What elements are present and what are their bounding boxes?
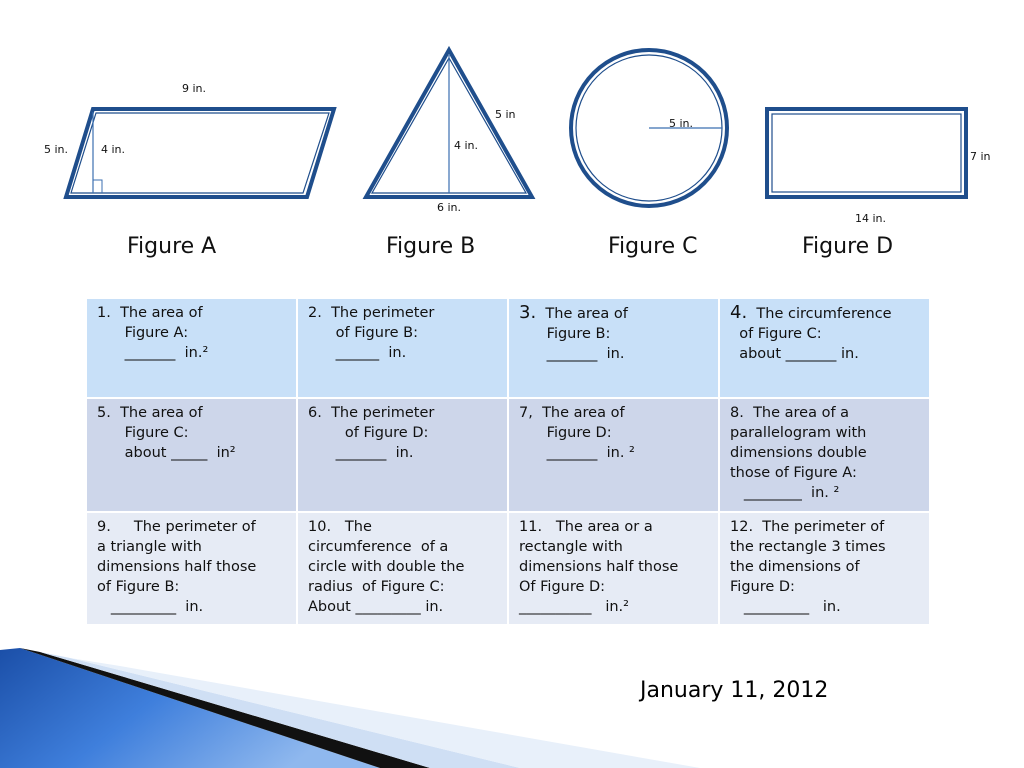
problem-line: those of Figure A:	[730, 465, 857, 481]
problem-number: 11.	[519, 519, 543, 535]
problem-text: The perimeter	[331, 405, 435, 421]
problem-line: Figure D:	[519, 425, 612, 441]
problem-text: The area of	[542, 405, 625, 421]
problem-text: The area or a	[551, 519, 653, 535]
problem-line: _________ in.	[730, 599, 841, 615]
problem-text: The area of	[545, 306, 628, 322]
problem-line: radius of Figure C:	[308, 579, 445, 595]
problem-cell-6	[297, 398, 508, 512]
problem-text: The area of	[120, 405, 203, 421]
problem-line: rectangle with	[519, 539, 623, 555]
problem-line	[97, 303, 286, 323]
figure-d-caption: Figure D	[802, 234, 894, 259]
problem-cell-9	[86, 512, 297, 625]
figure-a-top-label: 9 in.	[182, 82, 207, 95]
problem-line	[730, 303, 919, 324]
problem-line	[97, 517, 286, 537]
problem-line: of Figure C:	[730, 326, 822, 342]
figure-a-side-label: 5 in.	[44, 143, 69, 156]
problem-cell-10	[297, 512, 508, 625]
problem-number: 10.	[308, 519, 332, 535]
problem-line: parallelogram with	[730, 425, 867, 441]
problem-line: dimensions half those	[97, 559, 257, 575]
problem-line: about _____ in²	[97, 445, 236, 461]
problem-number: 9.	[97, 519, 111, 535]
problem-line: of Figure B:	[97, 579, 180, 595]
problem-line: Figure B:	[519, 326, 611, 342]
problem-line: the rectangle 3 times	[730, 539, 886, 555]
problem-line: of Figure D:	[308, 425, 429, 441]
figure-b-triangle	[366, 50, 532, 197]
problem-line: ______ in.	[308, 345, 407, 361]
problem-cell-7	[508, 398, 719, 512]
problem-line: circle with double the	[308, 559, 465, 575]
problem-cell-5	[86, 398, 297, 512]
problem-line	[730, 517, 919, 537]
problem-cell-3	[508, 298, 719, 398]
problem-line: Figure A:	[97, 325, 189, 341]
problem-cell-4	[719, 298, 930, 398]
problem-cell-11	[508, 512, 719, 625]
problem-line	[97, 403, 286, 423]
problem-table	[85, 297, 931, 626]
problem-number: 12.	[730, 519, 754, 535]
problem-line	[519, 303, 708, 324]
problem-text: The perimeter	[331, 305, 435, 321]
problem-line: of Figure B:	[308, 325, 418, 341]
table-row	[86, 298, 930, 398]
problem-line: circumference of a	[308, 539, 449, 555]
table-row	[86, 512, 930, 625]
figure-d-rectangle	[767, 109, 966, 197]
problem-text: The perimeter of	[762, 519, 885, 535]
problem-cell-12	[719, 512, 930, 625]
problem-line: _________ in.	[97, 599, 204, 615]
problem-number: 1.	[97, 305, 111, 321]
problem-cell-1	[86, 298, 297, 398]
problem-text: The area of	[120, 305, 203, 321]
figure-d-height-label: 7 in	[970, 150, 991, 163]
problem-line	[730, 403, 919, 423]
figure-b-side-label: 5 in	[495, 108, 516, 121]
problem-line	[308, 403, 497, 423]
figure-a-height-label: 4 in.	[101, 143, 126, 156]
figure-c-caption: Figure C	[608, 234, 698, 259]
problem-number: 8.	[730, 405, 744, 421]
figure-d-width-label: 14 in.	[855, 212, 887, 225]
problem-line: the dimensions of	[730, 559, 860, 575]
problem-line: _______ in.	[519, 346, 625, 362]
problem-number: 5.	[97, 405, 111, 421]
figure-c-radius-label: 5 in.	[669, 117, 694, 130]
problem-text: The area of a	[753, 405, 850, 421]
problem-line: Of Figure D:	[519, 579, 606, 595]
problem-line	[519, 403, 708, 423]
problem-number: 3.	[519, 302, 537, 323]
problem-line: About _________ in.	[308, 599, 444, 615]
problem-line	[519, 517, 708, 537]
problem-line: about _______ in.	[730, 346, 859, 362]
problem-line: __________ in.²	[519, 599, 629, 615]
problem-cell-2	[297, 298, 508, 398]
figure-b-height-label: 4 in.	[454, 139, 479, 152]
problem-line: ________ in. ²	[730, 485, 840, 501]
problem-line	[308, 517, 497, 537]
problem-line: a triangle with	[97, 539, 202, 555]
figure-c-circle	[571, 50, 727, 206]
problem-line	[308, 303, 497, 323]
corner-decoration	[0, 630, 700, 768]
problem-number: 6.	[308, 405, 322, 421]
problem-cell-8	[719, 398, 930, 512]
problem-number: 7,	[519, 405, 533, 421]
problem-line: Figure C:	[97, 425, 189, 441]
problem-number: 4.	[730, 302, 748, 323]
figure-a-caption: Figure A	[127, 234, 217, 259]
figures-diagram	[0, 0, 1024, 240]
date-text: January 11, 2012	[640, 678, 829, 703]
figure-b-caption: Figure B	[386, 234, 476, 259]
figure-b-base-label: 6 in.	[437, 201, 462, 214]
problem-text: The circumference	[756, 306, 892, 322]
problem-line: dimensions double	[730, 445, 867, 461]
problem-line: dimensions half those	[519, 559, 679, 575]
problem-line: Figure D:	[730, 579, 795, 595]
problem-line: _______ in.²	[97, 345, 209, 361]
problem-text: The	[340, 519, 372, 535]
problem-text: The perimeter of	[120, 519, 256, 535]
problem-line: _______ in.	[308, 445, 414, 461]
table-row	[86, 398, 930, 512]
problem-number: 2.	[308, 305, 322, 321]
problem-line: _______ in. ²	[519, 445, 635, 461]
